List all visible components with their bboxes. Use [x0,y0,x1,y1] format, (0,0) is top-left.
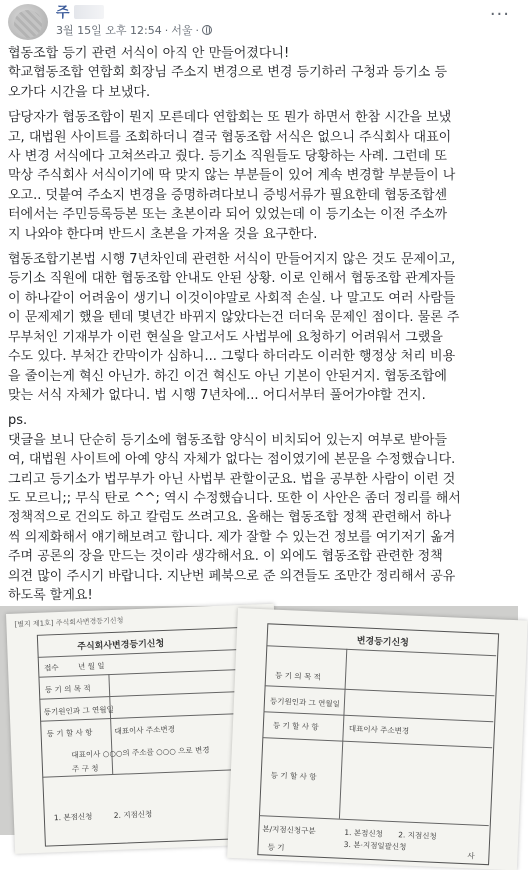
form-cell: 대표이사 ○○○의 주소를 ○○○ 으로 변경 [71,745,210,760]
form-cell: 본/지점신청구분 [262,824,316,836]
form-cell: 등 기 의 목 적 [274,670,322,682]
text-line: 여, 대법원 사이트에 아예 양식 자체가 없다는 점이였기에 본문을 수정했습니다. [8,452,456,468]
text-line: 을 줄이는게 혁신 아닌가. 하긴 이건 혁신도 아닌 기본이 안된거지. 협동조합에 [8,368,447,384]
text-line: 오고.. 덧붙여 주소지 변경을 증명하려다보니 증빙서류가 필요한데 협동조합센 [8,187,448,203]
meta-separator: · [164,23,169,37]
form-cell: 등 기 할 사 항 [270,770,317,782]
post-timestamp[interactable]: 3월 15일 오후 12:54 [56,24,162,37]
form-cell: 1. 본점신청 [53,811,93,823]
text-line: ps. [8,413,28,429]
author-name-blurred [74,5,104,19]
form-cell: 접수 [43,663,59,673]
form-cell: 대표이사 주소변경 [114,724,176,736]
text-line: 오가다 시간을 다 보냈다. [8,84,151,100]
form-cell: 2. 지점신청 [113,809,153,821]
form-cell: 등기원인과 그 연월일 [43,704,114,717]
post-location[interactable]: 서울 [171,24,193,37]
text-line: 학교협동조합 연합회 회장님 주소지 변경으로 변경 등기하러 구청과 등기소 등 [8,65,448,81]
paragraph-2 [8,108,514,244]
post-meta [56,22,212,38]
form-cell: 등 기 의 목 적 [44,683,91,695]
text-line: 사 변경 서식에다 고쳐쓰라고 줬다. 등기소 직원들도 당황하는 사례. 그런데 또 [8,149,447,165]
meta-separator-2: · [195,23,199,37]
globe-icon[interactable] [202,25,212,35]
text-line: 주며 공론의 장을 만드는 것이라 생각해서요. 이 외에도 협동조합 관련한 정책 [8,549,443,565]
text-line: 이 문제제기 했을 텐데 몇년간 바뀌지 않았다는건 더더욱 문제인 점이다. 물론 주 [8,310,460,326]
form-cell: 1. 본점신청 [344,827,384,839]
more-options-icon[interactable]: ··· [489,4,510,25]
paragraph-1 [8,44,514,102]
text-line: 수도 있다. 부처간 칸막이가 심하니... 그렇다 하더라도 이러한 행정상 처리 비용 [8,349,456,365]
text-line: 댓글을 보니 단순히 등기소에 협동조합 양식이 비치되어 있는지 여부로 받아들 [8,432,448,448]
text-line: 하도록 할게요! [8,587,93,603]
text-line: 고, 대법원 사이트를 조회하더니 결국 협동조합 서식은 없으니 주식회사 대표이 [8,129,452,145]
form-title-left: 주식회사변경등기신청 [77,638,165,653]
paragraph-4 [8,411,514,605]
form-cell: 2. 지점신청 [398,830,437,841]
attached-photos[interactable] [0,606,518,861]
paragraph-3 [8,250,514,405]
form-cell: 등기원인과 그 연월일 [269,696,341,709]
text-line: 협동조합 등기 관련 서식이 아직 안 만들어졌다니! [8,46,290,61]
text-line: 도 모르니;; 무식 탄로 ^^; 역시 수정했습니다. 또한 이 사안은 좀더 정리를 해서 [8,490,461,506]
form-cell: 등 기 [267,842,285,853]
post-author[interactable] [56,2,104,22]
text-line: 터에서는 주민등록등본 또는 초본이라 되어 있었는데 이 등기소는 이전 주소까 [8,207,448,223]
text-line: 그리고 등기소가 법무부가 아닌 사법부 관할이군요. 법을 공부한 사람이 이런 것 [8,471,456,487]
text-line: 정책적으로 건의도 하고 칼럼도 쓰려고요. 올해는 협동조합 정책 관련해서 하나 [8,510,452,526]
post-body [8,44,514,611]
form-cell: 대표이사 주소변경 [348,723,410,736]
form-header-left: [별지 제1호] 주식회사변경등기신청 [14,616,124,629]
text-line: 등기소 직원에 대한 협동조합 안내도 안된 상황. 이로 인해서 협동조합 관계자들 [8,271,456,287]
profile-avatar[interactable] [8,4,48,40]
photo-right-form[interactable] [227,608,528,870]
form-cell: 사 [467,851,475,861]
text-line: 이 하나같이 어려움이 생기니 이것이야말로 사회적 손실. 나 말고도 여러 사람들 [8,290,456,306]
text-line: 지 나와야 한다며 반드시 초본을 가져올 것을 요구한다. [8,226,318,242]
post-header [0,0,518,40]
form-cell: 등 기 할 사 항 [272,720,319,732]
form-cell: 주 구 청 [71,763,99,774]
text-line: 담당자가 협동조합이 뭔지 모른데다 연합회는 또 뭔가 하면서 한참 시간을 보냈 [8,110,452,126]
text-line: 막상 주식회사 서식이기에 딱 맞지 않는 부분들이 있어 계속 변경할 부분들이 나 [8,168,456,184]
form-cell: 3. 본·지점일괄신청 [343,839,407,852]
form-cell: 등 기 할 사 항 [46,727,93,739]
form-cell: 년 월 일 [77,661,105,672]
text-line: 의견 많이 주시기 바랍니다. 지난번 페북으로 준 의견들도 조만간 정리해서 공유 [8,568,456,584]
text-line: 무부처인 기재부가 이런 현실을 알고서도 사법부에 요청하기 어려워서 그랬을 [8,329,443,345]
form-title-right: 변경등기신청 [356,636,410,649]
text-line: 협동조합기본법 시행 7년차인데 관련한 서식이 만들어지지 않은 것도 문제이고, [8,252,456,268]
author-name[interactable]: 주 [56,5,70,21]
text-line: 씩 의제화해서 얘기해보려고 합니다. 제가 잘할 수 있는건 정보를 여기저기 옮겨 [8,529,456,545]
text-line: 맞는 서식 자체가 없다니. 법 시행 7년차에... 어디서부터 풀어가야할 건지. [8,387,426,403]
